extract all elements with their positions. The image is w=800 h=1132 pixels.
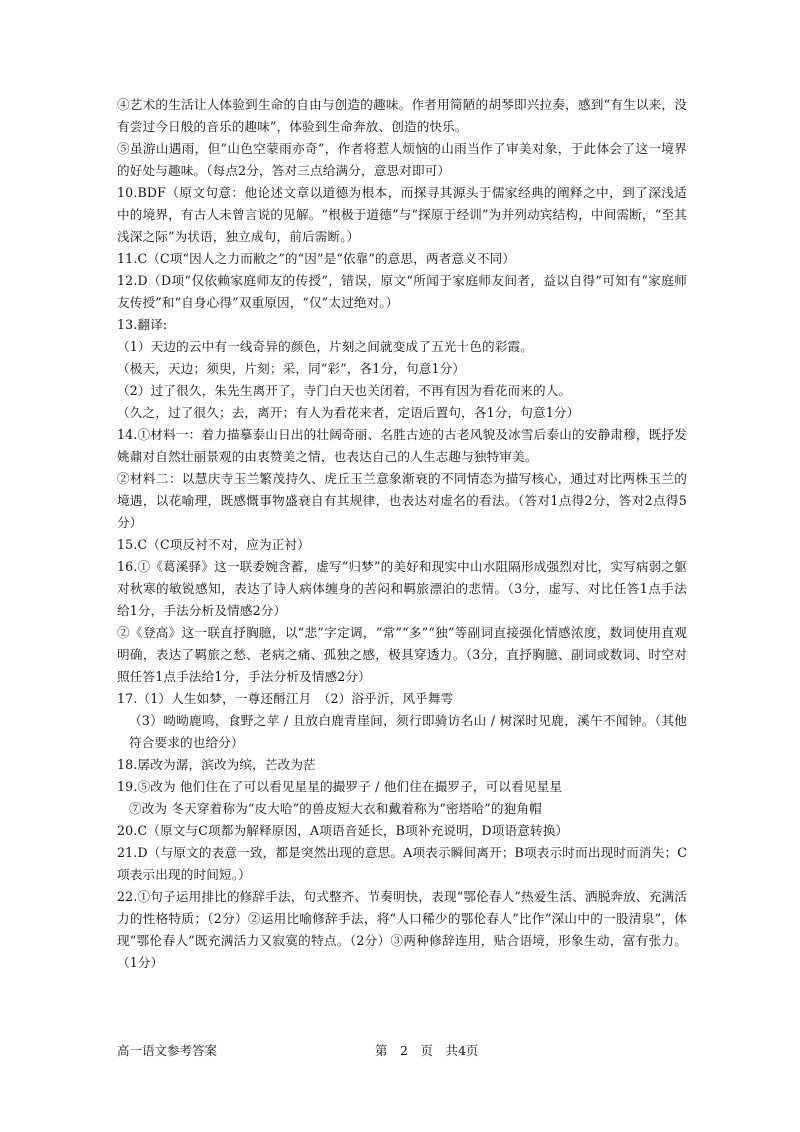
answer-paragraph: ⑤虽游山遇雨，但“山色空蒙雨亦奇”，作者将惹人烦恼的山雨当作了审美对象，于此体会了这一境界的好处与趣味。（每点2分，答对三点给满分，意思对即可） (117, 141, 687, 178)
answer-paragraph: 20.C（原文与C项都为解释原因，A项语音延长，B项补充说明，D项语意转换） (117, 823, 569, 838)
page-footer (117, 1041, 687, 1061)
answer-paragraph: 19.⑤改为 他们住在了可以看见星星的撮罗子 / 他们住在撮罗子，可以看见星星 (117, 779, 563, 794)
answer-paragraph: 10.BDF（原文句意：他论述文章以道德为根本，而探寻其源头于儒家经典的阐释之中，到了深浅适中的境界，有古人未曾言说的见解。“根极于道德”与“探原于经训”为并列动宾结构，中间需断，“至其浅深之际”为状语，独立成句，前后需断。） (117, 185, 687, 244)
answer-paragraph: （久之，过了很久；去，离开；有人为看花来者，定语后置句，各1分，句意1分） (117, 405, 580, 420)
answer-paragraph: 21.D（与原文的表意一致，都是突然出现的意思。A项表示瞬间离开；B项表示时而出现时而消失；C项表示出现的时间短。） (117, 845, 687, 882)
answer-paragraph: ②《登高》这一联直抒胸臆，以“悲”字定调，“常”“多”“独”等副词直接强化情感浓度，数词使用直观明确，表达了羁旅之愁、老病之痛、孤独之感，极具穿透力。（3分，直抒胸臆、副词或数词、时空对照任答1点手法给1分，手法分析及情感2分） (117, 625, 687, 684)
answer-paragraph: 13.翻译: (117, 317, 168, 332)
answer-paragraph: 16.①《葛溪驿》这一联委婉含蓄，虚写“归梦”的美好和现实中山水阻隔形成强烈对比，实写病弱之躯对秋寒的敏锐感知，表达了诗人病体缠身的苦闷和羁旅漂泊的悲情。（3分，虚写、对比任答1点手法给1分，手法分析及情感2分） (117, 559, 687, 618)
answer-paragraph: ②材料二：以慧庆寺玉兰繁茂持久、虎丘玉兰意象渐衰的不同情态为描写核心，通过对比两株玉兰的境遇，以花喻理，既感慨事物盛衰自有其规律，也表达对虚名的看法。（答对1点得2分，答对2点得5分） (117, 471, 687, 530)
footer-page-number: 第 2 页 共4页 (375, 1043, 479, 1058)
answer-paragraph: ⑦改为 冬天穿着称为“皮大哈”的兽皮短大衣和戴着称为“密塔哈”的狍角帽 (129, 801, 542, 816)
answer-paragraph: （1）天边的云中有一线奇异的颜色，片刻之间就变成了五光十色的彩霞。 (117, 339, 533, 354)
answer-paragraph: ④艺术的生活让人体验到生命的自由与创造的趣味。作者用简陋的胡琴即兴拉奏，感到“有生以来，没有尝过今日般的音乐的趣味”，体验到生命奔放、创造的快乐。 (117, 97, 687, 134)
answer-paragraph: 11.C（C项“因人之力而敝之”的“因”是“依靠”的意思，两者意义不同） (117, 251, 516, 266)
answer-paragraph: （3）呦呦鹿鸣，食野之苹 / 且放白鹿青崖间，须行即骑访名山 / 树深时见鹿，溪午不闻钟。（其他符合要求的也给分） (129, 713, 687, 750)
answer-key-body (117, 94, 687, 974)
answer-paragraph: 17.（1）人生如梦，一尊还酹江月 （2）浴乎沂，风乎舞雩 (117, 691, 454, 706)
answer-paragraph: （极天，天边；须臾，片刻；采，同“彩”，各1分，句意1分） (117, 361, 466, 376)
answer-paragraph: 12.D（D项“仅依赖家庭师友的传授”，错误，原文“所闻于家庭师友间者，益以自得”可知有“家庭师友传授”和“自身心得”双重原因，“仅”太过绝对。） (117, 273, 687, 310)
answer-paragraph: 22.①句子运用排比的修辞手法，句式整齐、节奏明快，表现“鄂伦春人”热爱生活、洒脱奔放、充满活力的性格特质；（2分）②运用比喻修辞手法，将“人口稀少的鄂伦春人”比作“深山中的一股清泉”，体现“鄂伦春人”既充满活力又寂寞的特点。（2分）③两种修辞连用，贴合语境，形象生动，富有张力。（1分） (117, 889, 687, 970)
footer-document-title: 高一语文参考答案 (117, 1043, 218, 1058)
answer-paragraph: 14.①材料一：着力描摹泰山日出的壮阔奇丽、名胜古迹的古老风貌及冰雪后泰山的安静肃穆，既抒发姚鼐对自然壮丽景观的由衷赞美之情，也表达自己的人生志趣与独特审美。 (117, 427, 687, 464)
answer-paragraph: 18.孱改为潺，滨改为缤，芒改为茫 (117, 757, 316, 772)
answer-paragraph: 15.C（C项反衬不对，应为正衬） (117, 537, 310, 552)
answer-paragraph: （2）过了很久，朱先生离开了，寺门白天也关闭着，不再有因为看花而来的人。 (117, 383, 572, 398)
